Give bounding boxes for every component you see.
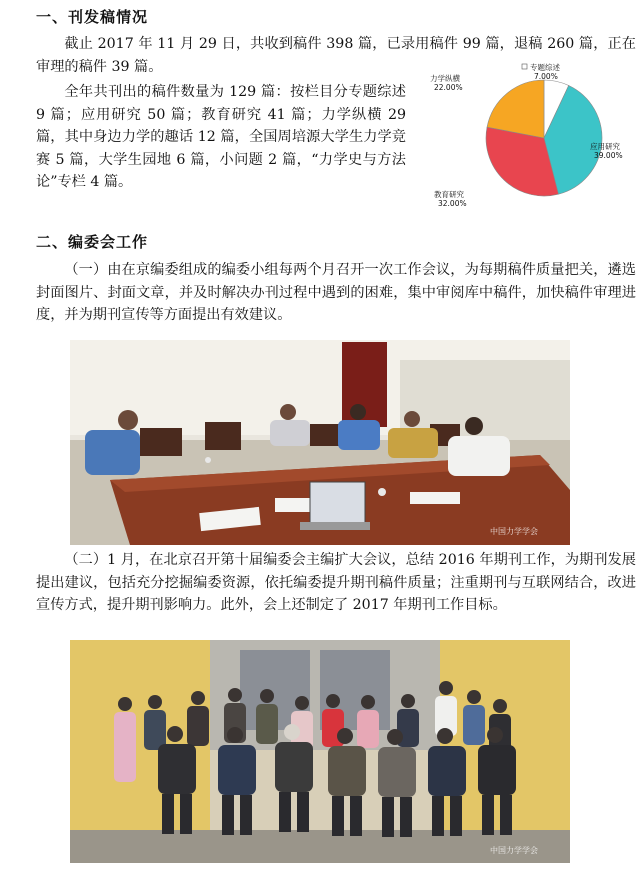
pie-slice-label-1: 应用研究 [590,142,620,151]
column-distribution-pie-chart [412,56,637,216]
pie-slice-value-2: 32.00% [438,199,467,208]
pie-slice-label-2: 教育研究 [434,190,464,199]
editorial-group-paragraph: （一）由在京编委组成的编委小组每两个月召开一次工作会议，为每期稿件质量把关，遴选封面图片、封面文章，并及时解决办刊过程中遇到的困难，集中审阅库中稿件，加快稿件审理进度，并为期刊宣传等方面提出有效建议。 [36,262,636,323]
photo-watermark: 中国力学学会 [490,527,538,536]
group-photo [70,640,570,863]
pie-legend-swatch [522,64,527,69]
published-breakdown-paragraph: 全年共刊出的稿件数量为 129 篇：按栏目分专题综述 9 篇；应用研究 50 篇；教育研究 41 篇；力学纵横 29 篇，其中身边力学的趣话 12 篇，全国周培源大学生力学竞赛 5 篇，大学生园地 6 篇，小问题 2 篇，“力学史与方法论”专栏 4 篇。 [36,84,406,190]
manuscript-stats-paragraph: 截止 2017 年 11 月 29 日，共收到稿件 398 篇，已录用稿件 99 篇，退稿 260 篇，正在审理的稿件 39 篇。 [36,36,636,75]
pie-slice-value-0: 7.00% [534,72,558,81]
pie-slice-label-0: 专题综述 [530,63,560,72]
photo-watermark: 中国力学学会 [490,846,538,855]
pie-slice-label-3: 力学纵横 [430,74,460,83]
section-heading-2: 二、编委会工作 [36,233,149,251]
pie-slice-value-3: 22.00% [434,83,463,92]
pie-svg [412,56,637,216]
section-heading-1: 一、刊发稿情况 [36,8,149,26]
pie-slice-value-1: 39.00% [594,151,623,160]
meeting-photo [70,340,570,545]
editorial-meeting-paragraph: （二）1 月，在北京召开第十届编委会主编扩大会议，总结 2016 年期刊工作，为期刊发展提出建议，包括充分挖掘编委资源，依托编委提升期刊稿件质量；注重期刊与互联网结合，改进宣传方式，提升期刊影响力。此外，会上还制定了 2017 年期刊工作目标。 [36,552,636,613]
